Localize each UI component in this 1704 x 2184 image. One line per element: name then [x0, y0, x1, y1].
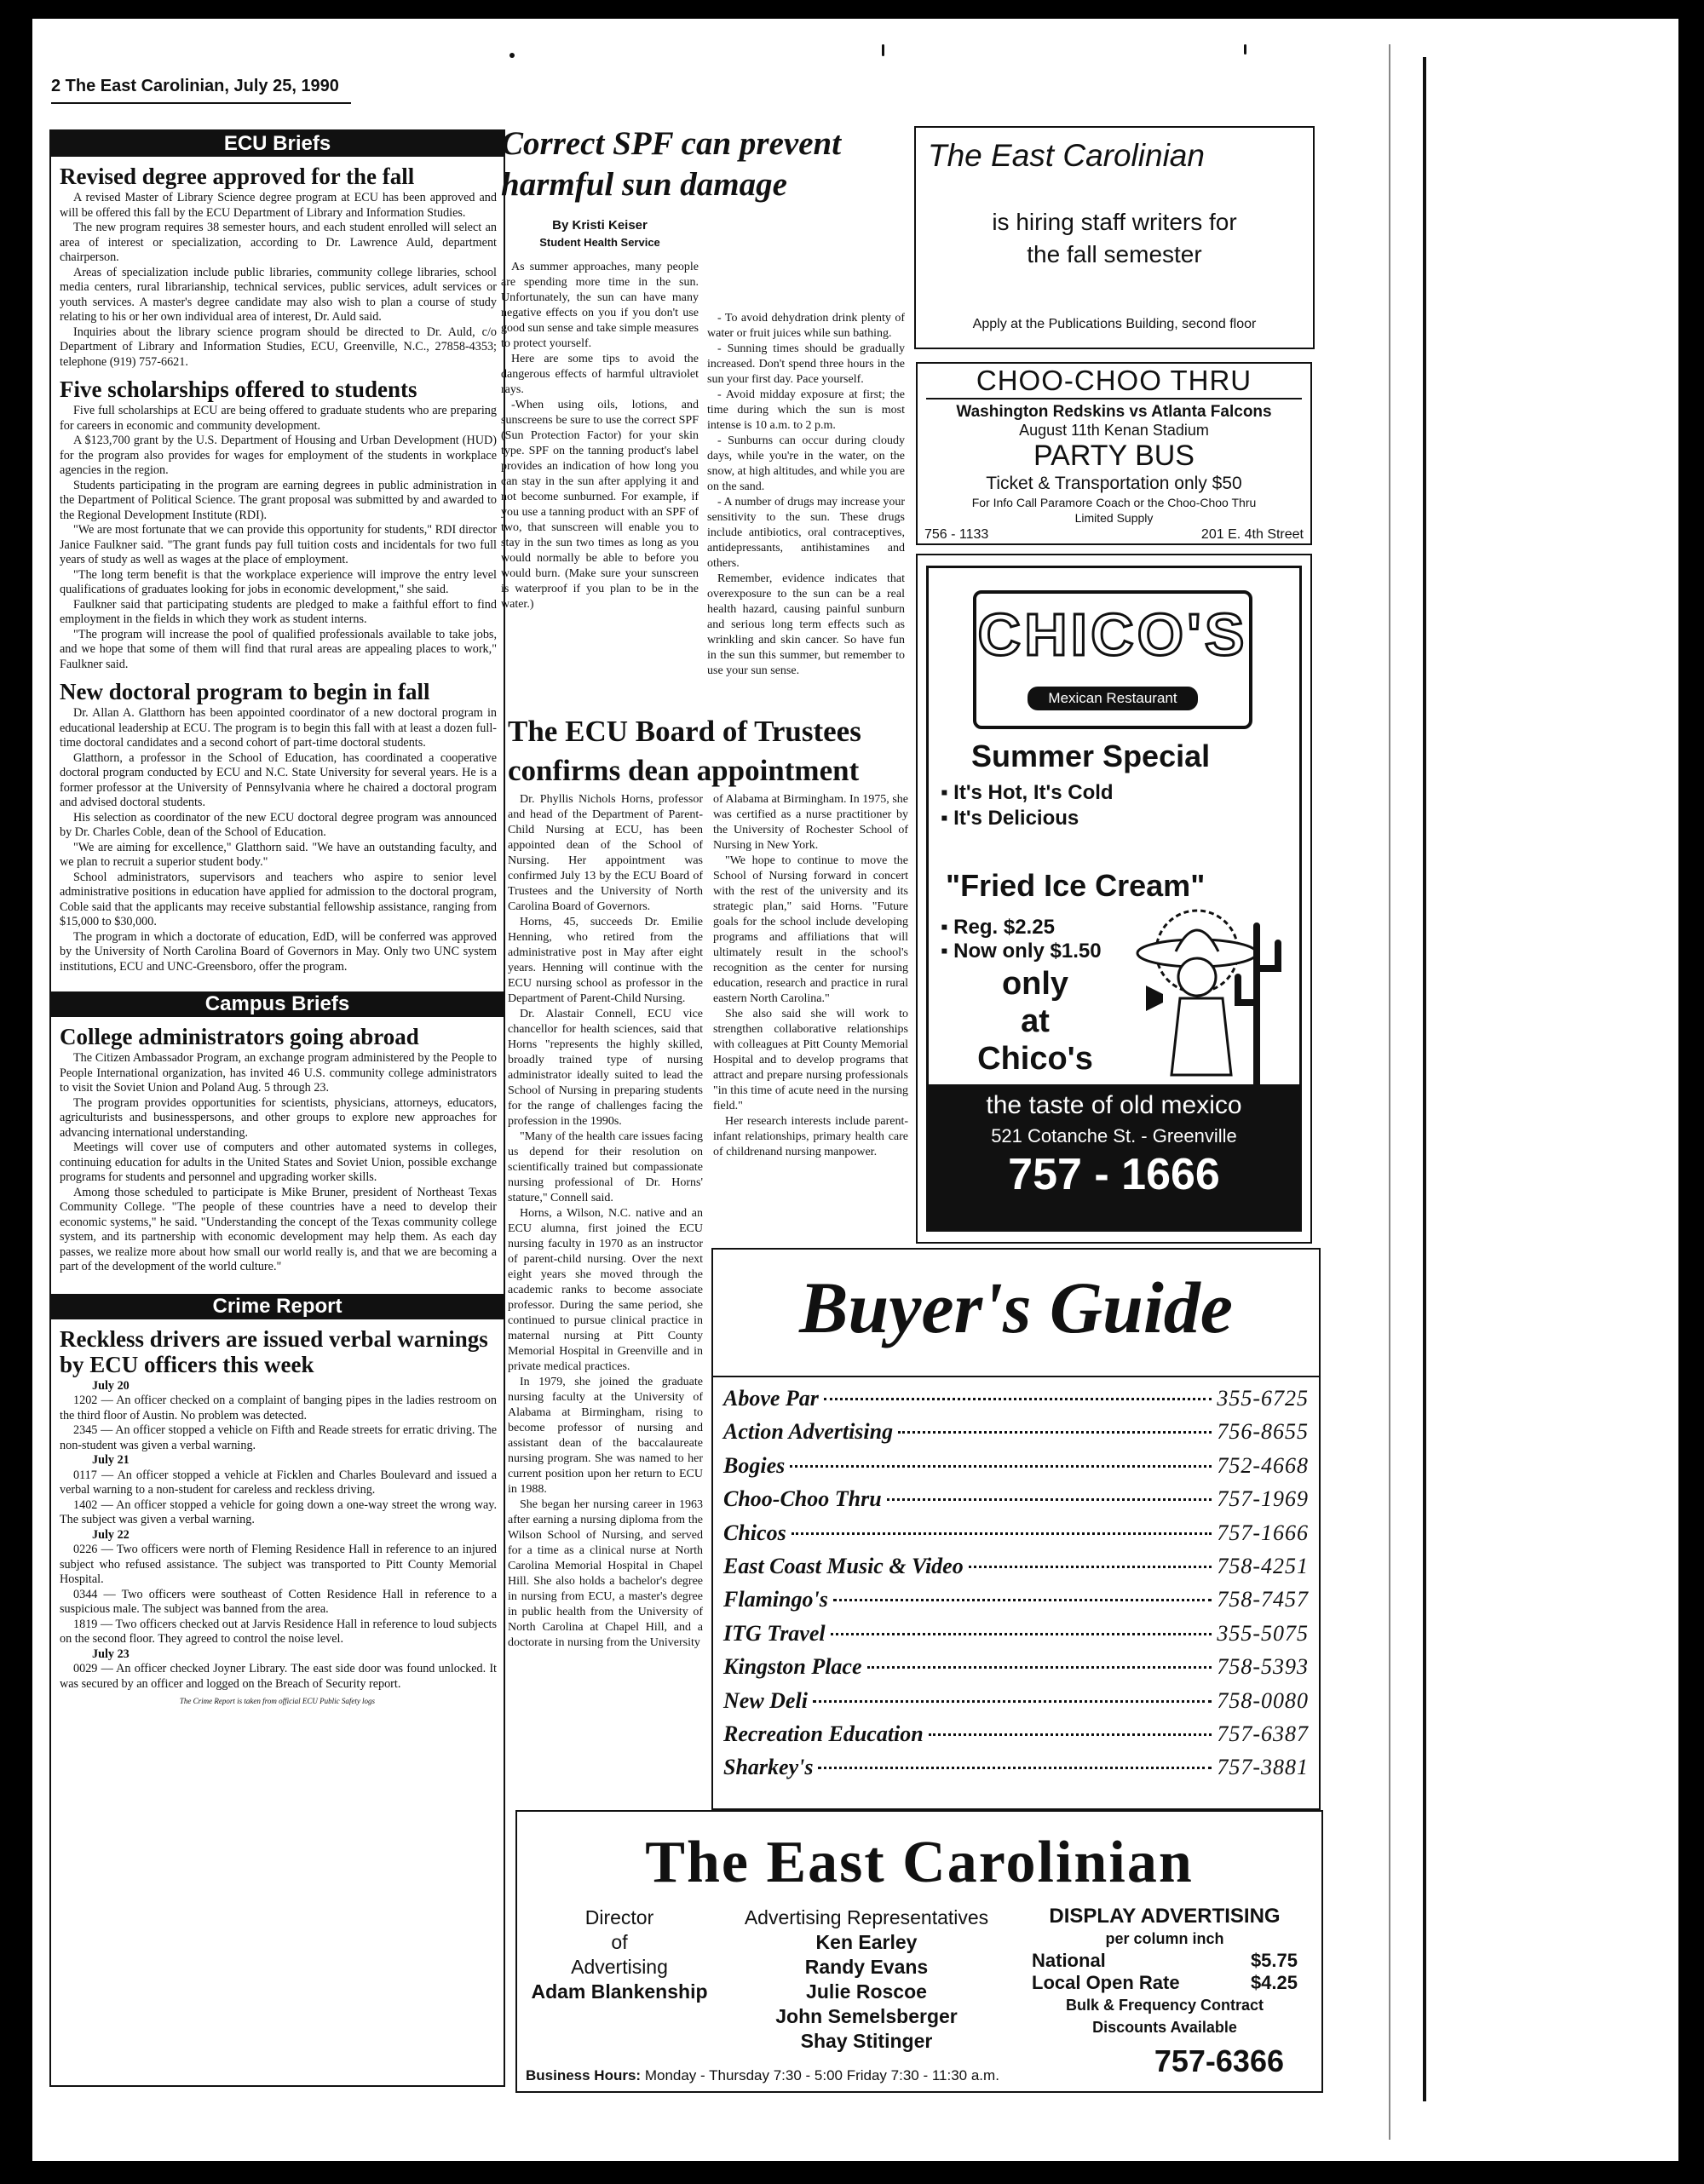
section-header-crime-report: Crime Report: [51, 1294, 504, 1319]
registration-mark: [1244, 44, 1246, 55]
paragraph: Dr. Phyllis Nichols Horns, professor and head of the Department of Parent-Child Nursing at ECU, has been appointed dean of the School of Nursing. Her appointment was confirmed July 13 by the ECU Board of Trustees and the University of North Carolina Board of Governors.: [508, 793, 703, 913]
crime-log-entry: 0029 — An officer checked Joyner Library. The east side door was found unlocked. It was secured by an officer and logged on the Breach of Security report.: [60, 1662, 497, 1691]
crime-log-date: July 22: [92, 1527, 130, 1542]
paragraph: Five full scholarships at ECU are being offered to graduate students who are preparing for careers in economic and community development.: [60, 404, 497, 433]
chicos-sale-price: ▪ Now only $1.50: [941, 940, 1102, 963]
business-phone: 355-5075: [1217, 1620, 1309, 1646]
chicos-regular-price: ▪ Reg. $2.25: [941, 916, 1055, 939]
crime-report-log: [60, 1379, 497, 1693]
dot-leader: [887, 1498, 1212, 1501]
paragraph: A revised Master of Library Science degree program at ECU has been approved and will be offered this fall by the ECU Department of Library and Information Studies.: [60, 191, 497, 220]
choo-address: 201 E. 4th Street: [1200, 527, 1304, 542]
buyers-guide-title: Buyer's Guide: [713, 1250, 1319, 1377]
choo-date: August 11th Kenan Stadium: [1019, 422, 1209, 439]
rates-subtitle: per column inch: [1105, 1930, 1224, 1947]
dot-leader: [898, 1431, 1212, 1434]
director-name: Adam Blankenship: [531, 1980, 708, 2003]
left-briefs-column: [49, 129, 505, 2087]
chicos-footer: [929, 1084, 1299, 1229]
paragraph: Horns, a Wilson, N.C. native and an ECU alumna, first joined the ECU nursing faculty in 1970 as an instructor of parent-child nursing. Over the next eight years she moved through the academic ranks to become associate professor. During the same period, she continued to pursue clinical practice in maternal nursing at Pitt County Memorial Hospital in Greenville and in private medical practices.: [508, 1207, 703, 1373]
rep-name: Ken Earley: [815, 1931, 918, 1953]
crime-log-date: July 21: [92, 1453, 130, 1467]
dot-leader: [792, 1532, 1212, 1535]
headline-revised-degree: Revised degree approved for the fall: [60, 164, 415, 189]
crime-log-date: July 20: [92, 1378, 130, 1393]
dot-leader: [818, 1767, 1212, 1769]
crime-log-entry: 1819 — Two officers checked out at Jarvis Residence Hall in reference to loud subjects on the second floor. They agreed to control the noise level.: [60, 1617, 497, 1646]
paragraph: - Sunburns can occur during cloudy days, while you're in the water, on the snow, at high altitudes, and while you are on the sand.: [707, 434, 905, 493]
headline-administrators-abroad: College administrators going abroad: [60, 1024, 419, 1049]
business-name: Flamingo's: [723, 1587, 828, 1612]
chicos-phone: 757 - 1666: [1008, 1150, 1220, 1199]
director-line: of: [611, 1931, 628, 1953]
paragraph: A $123,700 grant by the U.S. Department of Housing and Urban Development (HUD) for the program also provides for wages for employment of the students in workplace agencies in the region.: [60, 434, 497, 477]
choo-ticket: Ticket & Transportation only $50: [986, 474, 1242, 493]
paragraph: Students participating in the program are earning degrees in public administration in the Department of Political Science. The grant proposal was submitted by and awarded to the Regional Development Institute (RDI).: [60, 478, 497, 522]
rep-name: Julie Roscoe: [806, 1980, 927, 2003]
paragraph: - Sunning times should be gradually increased. Don't spend three hours in the sun your first day. Pace yourself.: [707, 342, 905, 386]
paragraph: In 1979, she joined the graduate nursing faculty at the University of Alabama at Birmingham, rising to become professor of nursing and assistant dean of the baccalaureate nursing program. She was named to her current position upon her return to ECU in 1988.: [508, 1376, 703, 1496]
crime-log-entry: 2345 — An officer stopped a vehicle on Fifth and Reade streets for erratic driving. The non-student was given a verbal warning.: [60, 1423, 497, 1452]
bulk-line: Bulk & Frequency Contract: [1065, 1997, 1264, 2014]
business-name: Above Par: [723, 1386, 819, 1411]
page-fold-line: [1389, 44, 1390, 2140]
paragraph: The program in which a doctorate of education, EdD, will be conferred was approved by the University of North Carolina Board of Governors in May. Only two UNC system institutions, ECU and UNC-Greensboro, offer the program.: [60, 929, 497, 974]
paragraph: As summer approaches, many people are spending more time in the sun. Unfortunately, the sun can have many negative effects on you if you don't use good sun sense and take simple measures to protect yourself.: [501, 261, 699, 350]
reps-title: Advertising Representatives: [744, 1906, 989, 1928]
story-scholarships: [60, 404, 497, 672]
rates-block: [1011, 1905, 1318, 2078]
rates-title: DISPLAY ADVERTISING: [1049, 1905, 1281, 1928]
hiring-ad-line: is hiring staff writers for: [992, 209, 1237, 235]
paragraph: The Citizen Ambassador Program, an exchange program administered by the People to People International organization, has invited 46 U.S. community college administrators to visit the Soviet Union and Poland Aug. 5 through 23.: [60, 1051, 497, 1095]
paragraph: -When using oils, lotions, and sunscreens be sure to use the correct SPF (Sun Protection Factor) for your skin type. SPF on the tanning product's label provides an indication of how long you can stay in the sun after applying it and not become sunburned. For example, if you use a tanning product with an SPF of two, that sunscreen will enable you to stay in the sun two times as long as you would normally be able to before you would burn. (Make sure your sunscreen is waterproof if you plan to be in the water.): [501, 399, 699, 611]
buyers-guide-row: [723, 1688, 1309, 1721]
buyers-guide-row: [723, 1621, 1309, 1654]
crime-log-date: July 23: [92, 1647, 130, 1661]
chicos-bullet: ▪ It's Delicious: [941, 807, 1079, 830]
headline-doctoral-program: New doctoral program to begin in fall: [60, 679, 430, 704]
dot-leader: [929, 1733, 1212, 1736]
paragraph: of Alabama at Birmingham. In 1975, she was certified as a nurse practitioner by the University of Rochester School of Nursing in New York.: [713, 793, 908, 852]
choo-party-bus: PARTY BUS: [1033, 440, 1195, 472]
chicos-logo-subtitle: Mexican Restaurant: [1028, 687, 1198, 710]
masthead: The East Carolinian: [645, 1830, 1194, 1895]
business-name: East Coast Music & Video: [723, 1553, 964, 1578]
choo-info: For Info Call Paramore Coach or the Choo-Choo Thru: [971, 496, 1257, 509]
business-name: Sharkey's: [723, 1755, 814, 1780]
buyers-guide-list: [713, 1386, 1319, 1789]
rate-label: National: [1032, 1950, 1106, 1971]
hiring-ad-apply: Apply at the Publications Building, second floor: [972, 317, 1257, 331]
paragraph: - Avoid midday exposure at first; the time during which the sun is most intense is 10 a.m. to 2 p.m.: [707, 388, 905, 432]
byline: [501, 217, 699, 251]
business-name: Chicos: [723, 1520, 786, 1545]
dot-leader: [867, 1666, 1212, 1669]
buyers-guide-row: [723, 1419, 1309, 1452]
business-name: Kingston Place: [723, 1654, 862, 1680]
story-doctoral-program: [60, 706, 497, 974]
rep-name: Shay Stitinger: [800, 2030, 933, 2052]
paragraph: Glatthorn, a professor in the School of Education, has coordinated a cooperative doctoral program conducted by ECU and N.C. State University for several years. He is a former professor at the University of Pennsylvania where he chaired a doctoral program and advised doctoral students.: [60, 750, 497, 809]
paragraph: Among those scheduled to participate is Mike Bruner, president of Northeast Texas Community College. "The people of these countries have a need to develop their economic systems," he said. "Understanding the concept of the Texas community college system, and its partnership with economic development may help them. As each day passes, we realize more about how small our world really is, and that we are becoming a part of the development of the world culture.": [60, 1185, 497, 1273]
byline-author: By Kristi Keiser: [552, 218, 648, 233]
paragraph: "Many of the health care issues facing us depend for their resolution on scientifically trained but compassionate nursing professional of Dr. Horns' stature," Connell said.: [508, 1130, 703, 1204]
spf-column-1: [501, 212, 699, 679]
business-name: Choo-Choo Thru: [723, 1486, 882, 1512]
paragraph: Areas of specialization include public libraries, community college libraries, school media centers, rural librarianship, technical services, public services, adult services or youth services. A master's degree candidate may also wish to plan a course of study relating to his or her own individual area of interest, Dr. Auld said.: [60, 265, 497, 324]
east-carolinian-ad-rates: [515, 1810, 1323, 2093]
buyers-guide-row: [723, 1554, 1309, 1587]
dot-leader: [790, 1465, 1212, 1468]
paragraph: The new program requires 38 semester hours, and each student enrolled will select an area of interest or specialization, according to Dr. Lawrence Auld, department chairperson.: [60, 221, 497, 264]
buyers-guide-row: [723, 1587, 1309, 1620]
buyers-guide-row: [723, 1654, 1309, 1687]
headline-reckless-drivers: Reckless drivers are issued verbal warnings by ECU officers this week: [60, 1325, 488, 1377]
mariachi-illustration: [1129, 892, 1291, 1105]
business-phone: 757-3881: [1217, 1755, 1309, 1780]
paragraph: Inquiries about the library science program should be directed to Dr. Auld, c/o Department of Library and Information Studies, ECU, Greenville, N.C., 27858-4353; telephone (919) 757-6621.: [60, 325, 497, 369]
chicos-ad: [916, 554, 1312, 1244]
chicos-address: 521 Cotanche St. - Greenville: [991, 1125, 1237, 1147]
page-folio: 2 The East Carolinian, July 25, 1990: [51, 77, 339, 95]
business-phone: 758-4251: [1217, 1553, 1309, 1578]
business-phone: 757-6387: [1217, 1721, 1309, 1746]
paragraph: Dr. Allan A. Glatthorn has been appointed coordinator of a new doctoral program in educational leadership at ECU. The program is to begin this fall with at least a dozen full-time doctoral candidates and a second cohort of part-time doctoral students.: [60, 706, 497, 750]
buyers-guide-row: [723, 1721, 1309, 1755]
crime-log-entry: 1202 — An officer checked on a complaint of banging pipes in the ladies restroom on the third floor of Austin. No problem was detected.: [60, 1394, 497, 1422]
byline-role: Student Health Service: [539, 236, 660, 249]
crime-log-entry: 0117 — An officer stopped a vehicle at Ficklen and Charles Boulevard and issued a verbal warning to a non-student for careless and reckless driving.: [60, 1468, 497, 1497]
registration-mark: [882, 44, 884, 56]
buyers-guide: [711, 1248, 1321, 1810]
chicos-only-line: Chico's: [977, 1041, 1093, 1077]
chicos-logo: [973, 590, 1252, 729]
story-revised-degree: [60, 191, 497, 370]
ad-phone: 757-6366: [1154, 2043, 1284, 2078]
paragraph: "The long term benefit is that the workplace experience will improve the entry level qualifications of graduates looking for jobs in economic development," she said.: [60, 567, 497, 596]
business-name: Action Advertising: [723, 1419, 894, 1445]
business-phone: 355-6725: [1217, 1386, 1309, 1411]
director-line: Director: [584, 1906, 654, 1928]
chicos-summer-special: Summer Special: [971, 739, 1211, 773]
paragraph: Faulkner said that participating students are pledged to make a faithful effort to find employment in the fields in which they work as student interns.: [60, 597, 497, 626]
trustees-column-1: [508, 792, 703, 1651]
buyers-guide-row: [723, 1453, 1309, 1486]
business-phone: 757-1666: [1217, 1520, 1309, 1545]
headline-scholarships: Five scholarships offered to students: [60, 376, 417, 402]
buyers-guide-row: [723, 1755, 1309, 1788]
dot-leader: [824, 1398, 1212, 1400]
paragraph: - To avoid dehydration drink plenty of water or fruit juices while sun bathing.: [707, 312, 905, 340]
hours-label: Business Hours:: [526, 2067, 642, 2083]
paragraph: "We hope to continue to move the School of Nursing forward in concert with the rest of the university and its strategic plan," said Horns. "Future goals for the school include developing programs and affiliations that will ultimately result in the school's recognition as the center for nursing education, research and practice in rural eastern North Carolina.": [713, 854, 908, 1005]
rep-name: John Semelsberger: [775, 2005, 958, 2027]
registration-dot: [509, 53, 515, 58]
paragraph: "We are aiming for excellence," Glatthorn said. "We have an outstanding faculty, and we plan to recruit a superior student body.": [60, 840, 497, 869]
paragraph: "The program will increase the pool of qualified professionals available to take jobs, and we hope that some of them will find that rural areas are appealing places to work," Faulkner said.: [60, 627, 497, 671]
chicos-tagline: the taste of old mexico: [986, 1091, 1242, 1119]
crime-log-entry: 0344 — Two officers were southeast of Cotten Residence Hall in reference to a suspicious male. The subject was banned from the area.: [60, 1587, 497, 1616]
rep-name: Randy Evans: [804, 1956, 929, 1978]
business-phone: 752-4668: [1217, 1452, 1309, 1478]
business-phone: 757-1969: [1217, 1486, 1309, 1512]
paragraph: - A number of drugs may increase your sensitivity to the sun. These drugs include antibiotics, oral contraceptives, antidepressants, antihistamines and others.: [707, 496, 905, 570]
dot-leader: [831, 1633, 1212, 1635]
hiring-ad-message: [916, 206, 1313, 271]
crime-log-entry: 1402 — An officer stopped a vehicle for going down a one-way street the wrong way. The subject was given a verbal warning.: [60, 1497, 497, 1526]
choo-name: CHOO-CHOO THRU: [926, 364, 1302, 399]
business-phone: 758-0080: [1217, 1687, 1309, 1713]
bulk-line: Discounts Available: [1092, 2019, 1237, 2036]
hours-value: Monday - Thursday 7:30 - 5:00 Friday 7:30 - 11:30 a.m.: [644, 2067, 999, 2083]
chicos-only-at: [958, 965, 1112, 1078]
chicos-logo-word: CHICO'S: [977, 601, 1248, 668]
business-name: Recreation Education: [723, 1721, 924, 1746]
buyers-guide-row: [723, 1486, 1309, 1520]
hiring-ad-line: the fall semester: [1027, 241, 1202, 267]
paragraph: Remember, evidence indicates that overexposure to the sun can be a real health hazard, causing painful sunburn and serious long term effects such as wrinkling and skin cancer. So have fun in the sun this summer, but remember to use your sun sense.: [707, 572, 905, 677]
national-rate-row: [1011, 1950, 1318, 1972]
chicos-fried-ice-cream: "Fried Ice Cream": [946, 868, 1206, 903]
chicos-only-line: only: [1001, 966, 1069, 1002]
section-header-ecu-briefs: ECU Briefs: [51, 131, 504, 157]
paragraph: Dr. Alastair Connell, ECU vice chancellor for health sciences, said that Horns "represents the highly skilled, broadly trained type of nursing administrator ideally suited to lead the School of Nursing in preparing students for the range of challenges facing the profession in the 1990s.: [508, 1008, 703, 1128]
paragraph: She also said she will work to strengthen collaborative relationships with colleagues at Pitt County Memorial Hospital and to develop programs that attract and prepare nursing professionals "in this time of acute need in the nursing field.": [713, 1008, 908, 1112]
rate-value: $5.75: [1250, 1950, 1298, 1971]
chicos-bullet: ▪ It's Hot, It's Cold: [941, 781, 1114, 804]
director-line: Advertising: [571, 1956, 668, 1978]
crime-report-credit: The Crime Report is taken from official ECU Public Safety logs: [179, 1697, 376, 1705]
chicos-only-line: at: [1021, 1003, 1050, 1039]
paragraph: Meetings will cover use of computers and other automated systems in colleges, continuing education for adults in the United States and Soviet Union, possible exchange programs for students and personnel and upgrading worker skills.: [60, 1141, 497, 1184]
business-phone: 756-8655: [1217, 1419, 1309, 1445]
business-name: Bogies: [723, 1452, 786, 1478]
paragraph: Horns, 45, succeeds Dr. Emilie Henning, who retired from the administrative post in May after eight years. Henning will continue with the ECU nursing school as professor in the Department of Parent-Child Nursing.: [508, 916, 703, 1005]
hiring-ad-title: The East Carolinian: [928, 138, 1205, 173]
business-phone: 758-5393: [1217, 1654, 1309, 1680]
story-administrators-abroad: [60, 1051, 497, 1275]
column-rule: [1423, 57, 1426, 2101]
paragraph: The program provides opportunities for scientists, physicians, attorneys, educators, agriculturists and businesspersons, and other groups to explore new approaches for advancing international understanding.: [60, 1095, 497, 1140]
local-rate-row: [1011, 1972, 1318, 1994]
business-name: ITG Travel: [723, 1620, 826, 1646]
headline-trustees: The ECU Board of Trustees confirms dean appointment: [508, 715, 861, 787]
folio-rule: [51, 102, 351, 104]
headline-spf: Correct SPF can prevent harmful sun damage: [501, 125, 842, 203]
hiring-ad: [914, 126, 1315, 349]
section-header-campus-briefs: Campus Briefs: [51, 991, 504, 1017]
reps-block: [722, 1905, 1011, 2072]
choo-game: Washington Redskins vs Atlanta Falcons: [956, 403, 1272, 421]
paragraph: She began her nursing career in 1963 after earning a nursing diploma from the Wilson School of Nursing, and served for a time as a clinical nurse at North Carolina Memorial Hospital in Chapel Hill. She also holds a bachelor's degree in nursing from ECU, a master's degree in public health from the University of North Carolina at Chapel Hill, and a doctorate in nursing from the University: [508, 1498, 703, 1649]
dot-leader: [969, 1566, 1212, 1568]
buyers-guide-row: [723, 1520, 1309, 1554]
dot-leader: [813, 1700, 1212, 1703]
buyers-guide-row: [723, 1386, 1309, 1419]
director-block: [517, 1905, 722, 2072]
dot-leader: [833, 1599, 1212, 1601]
spf-column-2: [707, 212, 905, 679]
paragraph: Her research interests include parent-infant relationships, primary health care of childrenand nursing manpower.: [713, 1115, 908, 1158]
crime-log-entry: 0226 — Two officers were north of Fleming Residence Hall in reference to an injured subject who refused assistance. The subject was transported to Pitt County Memorial Hospital.: [60, 1543, 497, 1586]
business-name: New Deli: [723, 1687, 808, 1713]
adjacent-page-edge: [1389, 19, 1678, 2161]
choo-phone: 756 - 1133: [924, 527, 989, 542]
spf-story: [501, 124, 906, 679]
rate-value: $4.25: [1250, 1972, 1298, 1993]
rate-label: Local Open Rate: [1032, 1972, 1180, 1993]
paragraph: His selection as coordinator of the new ECU doctoral degree program was announced by Dr. Charles Coble, dean of the School of Education.: [60, 810, 497, 839]
paragraph: School administrators, supervisors and teachers who aspire to senior level administrative positions in education have applied for admission to the doctoral program, Coble said that the applicants may receive substantial fellowship assistance, ranging from $15,000 to $30,000.: [60, 870, 497, 928]
business-hours: [526, 2067, 999, 2084]
business-phone: 758-7457: [1217, 1587, 1309, 1612]
paragraph: Here are some tips to avoid the dangerous effects of harmful ultraviolet rays.: [501, 353, 699, 396]
choo-supply: Limited Supply: [1074, 511, 1154, 525]
choo-choo-ad: [916, 362, 1312, 545]
paragraph: "We are most fortunate that we can provide this opportunity for students," RDI director Janice Faulkner said. "The grant funds pay full tuition costs and incidentals for two full years of study as well as wages at the place of employment.: [60, 523, 497, 566]
